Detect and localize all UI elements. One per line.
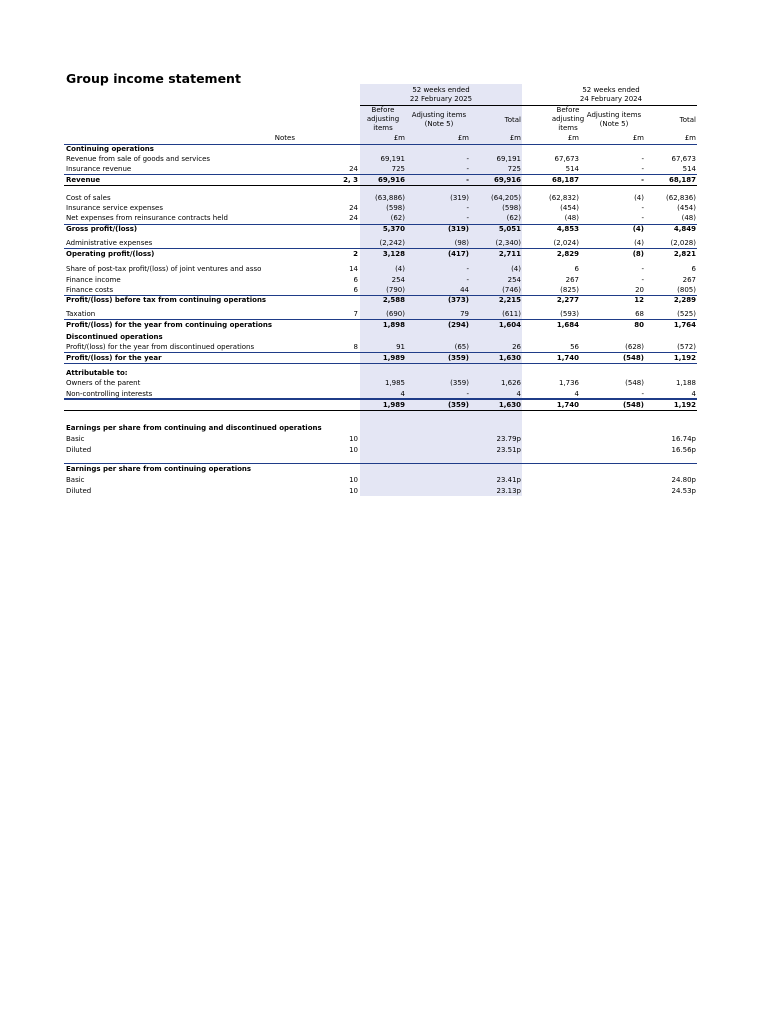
cell-value: 1,188 xyxy=(675,379,696,387)
col-before-adjusting-current xyxy=(360,106,406,133)
cell-value: (548) xyxy=(622,401,644,409)
cell-value: 1,684 xyxy=(556,321,579,329)
unit-label: £m xyxy=(457,134,469,142)
cell-value: 1,740 xyxy=(556,401,579,409)
row-label: Insurance revenue xyxy=(66,165,132,173)
period-header-rule xyxy=(360,105,697,106)
rule-revenue-top xyxy=(64,174,697,175)
row-label: Finance costs xyxy=(66,286,114,294)
rule-attributable-bottom xyxy=(64,410,697,411)
table-row xyxy=(0,238,768,248)
cell-value: (2,024) xyxy=(553,239,579,247)
cell-value: (62) xyxy=(390,214,405,222)
row-label: Finance income xyxy=(66,276,121,284)
row-note: 7 xyxy=(353,310,358,318)
table-row xyxy=(0,342,768,352)
cell-value: 725 xyxy=(507,165,521,173)
row-label: Net expenses from reinsurance contracts held xyxy=(66,214,228,222)
cell-value: 2,588 xyxy=(382,296,405,304)
cell-value: (525) xyxy=(677,310,696,318)
row-label: Cost of sales xyxy=(66,194,111,202)
cell-value: 1,898 xyxy=(382,321,405,329)
table-row xyxy=(0,193,768,203)
table-row xyxy=(0,203,768,213)
cell-value: 67,673 xyxy=(671,155,696,163)
cell-value: - xyxy=(641,204,644,212)
cell-value: (359) xyxy=(447,401,469,409)
cell-value: 1,736 xyxy=(558,379,579,387)
cell-value: 254 xyxy=(391,276,405,284)
table-row xyxy=(0,368,768,378)
cell-value: (4) xyxy=(632,225,644,233)
row-note: 10 xyxy=(349,476,358,484)
cell-value: 6 xyxy=(691,265,696,273)
cell-value: - xyxy=(641,265,644,273)
rule-profit-year xyxy=(64,352,697,353)
cell-value: 4 xyxy=(691,390,696,398)
cell-value: 23.41p xyxy=(496,476,521,484)
row-note: 24 xyxy=(349,204,358,212)
cell-value: 1,989 xyxy=(382,354,405,362)
cell-value: (593) xyxy=(560,310,579,318)
cell-value: - xyxy=(641,390,644,398)
row-label: Profit/(loss) before tax from continuing operations xyxy=(66,296,267,304)
cell-value: (359) xyxy=(450,379,469,387)
col-header-line: (Note 5) xyxy=(599,120,629,128)
row-label: Gross profit/(loss) xyxy=(66,225,138,233)
cell-value: 23.79p xyxy=(496,435,521,443)
cell-value: 6 xyxy=(574,265,579,273)
cell-value: 1,192 xyxy=(673,354,696,362)
cell-value: 4,853 xyxy=(556,225,579,233)
cell-value: 2,829 xyxy=(556,250,579,258)
cell-value: (598) xyxy=(502,204,521,212)
cell-value: 254 xyxy=(507,276,521,284)
period-prior-line-1: 52 weeks ended xyxy=(582,86,640,94)
cell-value: (359) xyxy=(447,354,469,362)
cell-value: 23.13p xyxy=(496,487,521,495)
table-row xyxy=(0,275,768,285)
cell-value: 2,711 xyxy=(498,250,521,258)
rule-profit-year-bottom xyxy=(64,363,697,364)
cell-value: 1,192 xyxy=(673,401,696,409)
period-current-line-1: 52 weeks ended xyxy=(412,86,470,94)
unit-label: £m xyxy=(684,134,696,142)
row-label: Share of post-tax profit/(loss) of joint ventures and asso xyxy=(66,265,262,273)
col-header-line: Before xyxy=(371,106,395,114)
table-row xyxy=(0,295,768,305)
table-row xyxy=(0,475,768,485)
period-current-line-2: 22 February 2025 xyxy=(409,95,473,103)
rule-gross-profit xyxy=(64,224,697,225)
cell-value: (548) xyxy=(625,379,644,387)
table-row xyxy=(0,445,768,455)
rule-revenue-bottom xyxy=(64,185,697,186)
cell-value: (746) xyxy=(502,286,521,294)
row-label: Revenue from sale of goods and services xyxy=(66,155,211,163)
period-current-header xyxy=(380,86,502,104)
table-row xyxy=(0,423,768,433)
cell-value: 80 xyxy=(634,321,644,329)
table-row xyxy=(0,378,768,388)
table-row xyxy=(0,332,768,342)
row-label: Basic xyxy=(66,435,85,443)
cell-value: 24.80p xyxy=(671,476,696,484)
cell-value: 2,277 xyxy=(556,296,579,304)
cell-value: - xyxy=(466,155,469,163)
cell-value: 267 xyxy=(682,276,696,284)
cell-value: (454) xyxy=(677,204,696,212)
cell-value: 1,989 xyxy=(382,401,405,409)
row-label: Diluted xyxy=(66,446,92,454)
cell-value: 56 xyxy=(570,343,579,351)
row-note: 6 xyxy=(353,286,358,294)
cell-value: 4,849 xyxy=(673,225,696,233)
row-label: Non-controlling interests xyxy=(66,390,153,398)
cell-value: (319) xyxy=(447,225,469,233)
cell-value: 2,821 xyxy=(673,250,696,258)
cell-value: (2,340) xyxy=(495,239,521,247)
cell-value: - xyxy=(641,214,644,222)
cell-value: - xyxy=(641,176,644,184)
row-label: Operating profit/(loss) xyxy=(66,250,155,258)
col-header-line: items xyxy=(558,124,578,132)
cell-value: 68 xyxy=(635,310,644,318)
cell-value: 16.56p xyxy=(671,446,696,454)
row-label: Earnings per share from continuing and discontinued operations xyxy=(66,424,322,432)
cell-value: 3,128 xyxy=(382,250,405,258)
rule-continuing-profit xyxy=(64,319,697,320)
row-label: Revenue xyxy=(66,176,101,184)
cell-value: 4 xyxy=(516,390,521,398)
cell-value: (63,886) xyxy=(375,194,405,202)
row-note: 10 xyxy=(349,487,358,495)
cell-value: 12 xyxy=(634,296,644,304)
row-label: Taxation xyxy=(66,310,96,318)
row-label: Owners of the parent xyxy=(66,379,141,387)
cell-value: 5,370 xyxy=(382,225,405,233)
cell-value: 20 xyxy=(635,286,644,294)
rule-eps-continuing xyxy=(64,463,697,464)
cell-value: 91 xyxy=(396,343,405,351)
row-label: Insurance service expenses xyxy=(66,204,163,212)
col-header-line: Adjusting items xyxy=(586,111,642,119)
cell-value: (572) xyxy=(677,343,696,351)
row-note: 10 xyxy=(349,446,358,454)
cell-value: 725 xyxy=(391,165,405,173)
cell-value: - xyxy=(641,276,644,284)
cell-value: - xyxy=(466,390,469,398)
row-note: 8 xyxy=(353,343,358,351)
cell-value: (48) xyxy=(564,214,579,222)
cell-value: 79 xyxy=(460,310,469,318)
cell-value: (690) xyxy=(386,310,405,318)
cell-value: 69,916 xyxy=(377,176,405,184)
table-row xyxy=(0,213,768,223)
cell-value: 67,673 xyxy=(554,155,579,163)
cell-value: (628) xyxy=(625,343,644,351)
cell-value: (4) xyxy=(634,194,644,202)
cell-value: - xyxy=(466,265,469,273)
row-note: 24 xyxy=(349,165,358,173)
table-row xyxy=(0,400,768,410)
cell-value: (4) xyxy=(511,265,521,273)
table-row xyxy=(0,164,768,174)
cell-value: - xyxy=(466,176,469,184)
row-label: Continuing operations xyxy=(66,145,154,153)
cell-value: (454) xyxy=(560,204,579,212)
row-note: 2, 3 xyxy=(343,176,358,184)
table-row xyxy=(0,154,768,164)
table-row xyxy=(0,309,768,319)
cell-value: (62,832) xyxy=(549,194,579,202)
cell-value: 69,191 xyxy=(496,155,521,163)
unit-label: £m xyxy=(567,134,579,142)
period-prior-line-2: 24 February 2024 xyxy=(579,95,643,103)
cell-value: 26 xyxy=(512,343,521,351)
row-note: 24 xyxy=(349,214,358,222)
row-label: Administrative expenses xyxy=(66,239,153,247)
col-header-line: (Note 5) xyxy=(424,120,454,128)
table-row xyxy=(0,320,768,330)
table-row xyxy=(0,434,768,444)
cell-value: (98) xyxy=(454,239,469,247)
cell-value: (790) xyxy=(386,286,405,294)
cell-value: - xyxy=(466,165,469,173)
table-row xyxy=(0,249,768,259)
cell-value: 1,764 xyxy=(673,321,696,329)
col-header-line: adjusting xyxy=(551,115,585,123)
cell-value: 1,604 xyxy=(498,321,521,329)
cell-value: - xyxy=(466,214,469,222)
col-header-line: Before xyxy=(556,106,580,114)
col-adjusting-items-current xyxy=(407,111,471,129)
cell-value: (4) xyxy=(634,239,644,247)
notes-header: Notes xyxy=(274,134,295,142)
unit-row xyxy=(0,133,768,143)
cell-value: (611) xyxy=(502,310,521,318)
col-header-line: Adjusting items xyxy=(411,111,467,119)
cell-value: (373) xyxy=(447,296,469,304)
row-label: Basic xyxy=(66,476,85,484)
table-row xyxy=(0,264,768,274)
table-row xyxy=(0,224,768,234)
cell-value: 5,051 xyxy=(498,225,521,233)
cell-value: (294) xyxy=(447,321,469,329)
cell-value: - xyxy=(641,155,644,163)
cell-value: 1,630 xyxy=(498,401,521,409)
cell-value: 44 xyxy=(460,286,469,294)
cell-value: (62,836) xyxy=(666,194,696,202)
table-row xyxy=(0,175,768,185)
cell-value: 68,187 xyxy=(668,176,696,184)
cell-value: (319) xyxy=(450,194,469,202)
cell-value: - xyxy=(466,204,469,212)
row-label: Diluted xyxy=(66,487,92,495)
cell-value: 1,626 xyxy=(500,379,521,387)
cell-value: (2,028) xyxy=(670,239,696,247)
row-label: Profit/(loss) for the year xyxy=(66,354,162,362)
col-total-prior: Total xyxy=(679,116,696,124)
table-row xyxy=(0,285,768,295)
cell-value: (825) xyxy=(560,286,579,294)
row-label: Attributable to: xyxy=(66,369,128,377)
row-label: Earnings per share from continuing operations xyxy=(66,465,252,473)
unit-label: £m xyxy=(509,134,521,142)
cell-value: (548) xyxy=(622,354,644,362)
cell-value: 1,630 xyxy=(498,354,521,362)
cell-value: 1,740 xyxy=(556,354,579,362)
cell-value: 69,916 xyxy=(493,176,521,184)
cell-value: 16.74p xyxy=(671,435,696,443)
cell-value: 267 xyxy=(565,276,579,284)
cell-value: (65) xyxy=(454,343,469,351)
cell-value: (64,205) xyxy=(491,194,521,202)
col-header-line: adjusting xyxy=(366,115,400,123)
row-label: Discontinued operations xyxy=(66,333,163,341)
cell-value: 514 xyxy=(565,165,579,173)
cell-value: 68,187 xyxy=(551,176,579,184)
table-row xyxy=(0,144,768,154)
cell-value: - xyxy=(641,165,644,173)
cell-value: (4) xyxy=(395,265,405,273)
row-note: 14 xyxy=(349,265,358,273)
cell-value: 2,215 xyxy=(498,296,521,304)
col-adjusting-items-prior xyxy=(582,111,646,129)
rule-attributable-total xyxy=(64,398,697,400)
row-label: Profit/(loss) for the year from continuing operations xyxy=(66,321,273,329)
col-total-current: Total xyxy=(504,116,521,124)
cell-value: 23.51p xyxy=(496,446,521,454)
page-title: Group income statement xyxy=(66,71,241,86)
cell-value: 69,191 xyxy=(380,155,405,163)
cell-value: 514 xyxy=(682,165,696,173)
table-row xyxy=(0,486,768,496)
cell-value: (48) xyxy=(681,214,696,222)
row-note: 10 xyxy=(349,435,358,443)
cell-value: 1,985 xyxy=(384,379,405,387)
row-note: 2 xyxy=(353,250,358,258)
period-prior-header xyxy=(550,86,672,104)
cell-value: (62) xyxy=(506,214,521,222)
cell-value: - xyxy=(466,276,469,284)
unit-label: £m xyxy=(632,134,644,142)
table-row xyxy=(0,464,768,474)
cell-value: 2,289 xyxy=(673,296,696,304)
cell-value: (417) xyxy=(447,250,469,258)
table-row xyxy=(0,353,768,363)
row-note: 6 xyxy=(353,276,358,284)
cell-value: 4 xyxy=(400,390,405,398)
cell-value: (8) xyxy=(632,250,644,258)
cell-value: 24.53p xyxy=(671,487,696,495)
row-label: Profit/(loss) for the year from discontinued operations xyxy=(66,343,255,351)
cell-value: (2,242) xyxy=(379,239,405,247)
unit-label: £m xyxy=(393,134,405,142)
rule-pbt xyxy=(64,295,697,296)
rule-operating-profit xyxy=(64,248,697,249)
cell-value: 4 xyxy=(574,390,579,398)
cell-value: (598) xyxy=(386,204,405,212)
col-header-line: items xyxy=(373,124,393,132)
cell-value: (805) xyxy=(677,286,696,294)
